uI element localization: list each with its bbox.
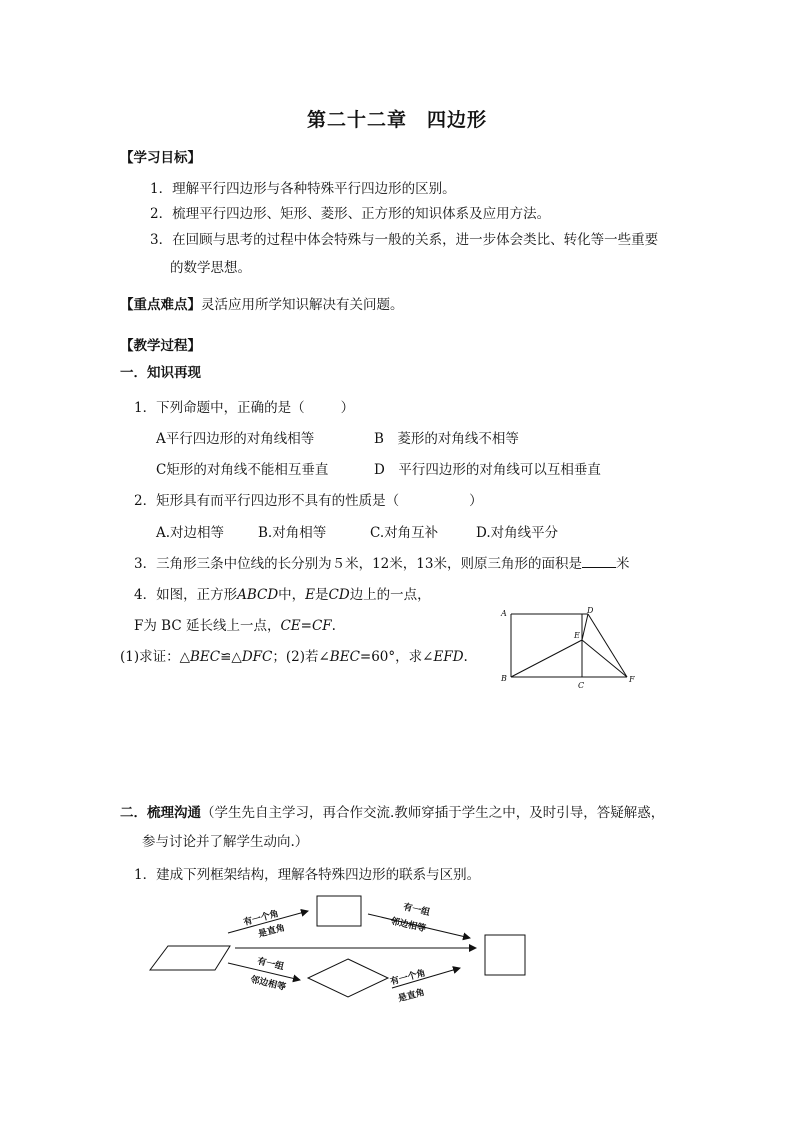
q4-text: F为 BC 延长线上一点， (134, 618, 281, 634)
segment-ef (582, 640, 627, 677)
q1-stem (134, 396, 354, 416)
q2-option-c: C.对角互补 (370, 525, 439, 541)
q2-option-b: B.对角相等 (258, 525, 327, 541)
q2-option-d: D.对角线平分 (476, 525, 559, 541)
label-b: B (501, 674, 507, 683)
arrow1-label-top: 有一个角 (242, 909, 280, 929)
q4-text: ；(2)若∠ (272, 649, 330, 665)
segment-be (511, 640, 582, 677)
q4-text: 是 (315, 587, 329, 603)
q1-option-b: B 菱形的对角线不相等 (374, 431, 519, 447)
q3-unit: 米 (615, 556, 630, 572)
quadrilateral-framework-diagram (140, 888, 540, 1013)
q4-efd: EFD (433, 649, 464, 665)
q4-cd: CD (328, 587, 350, 603)
q3-answer-blank[interactable] (582, 555, 616, 568)
q1-stem-text: 1．下列命题中，正确的是（ (134, 400, 305, 416)
q2-option-a: A.对边相等 (156, 525, 225, 541)
q2-stem-text: 2．矩形具有而平行四边形不具有的性质是（ (134, 493, 400, 509)
arrow3-label-bottom: 邻边相等 (249, 975, 287, 993)
q1-stem-end: ） (340, 400, 355, 416)
goal-item-1: 1．理解平行四边形与各种特殊平行四边形的区别。 (150, 181, 456, 197)
q4-text: . (331, 618, 336, 634)
parallelogram-shape (150, 946, 230, 970)
goal-item-3: 3．在回顾与思考的过程中体会特殊与一般的关系，进一步体会类比、转化等一些重要 (150, 232, 659, 248)
square-shape (485, 935, 525, 975)
goal-item-3-cont: 的数学思想。 (170, 260, 251, 276)
goals-heading: 【学习目标】 (120, 150, 201, 166)
key-points (120, 293, 404, 313)
label-f: F (629, 675, 635, 684)
q4-line3 (120, 645, 468, 665)
arrow1-label-bottom: 是直角 (257, 923, 287, 940)
label-e: E (574, 631, 580, 640)
q4-text: ≌△ (220, 649, 242, 665)
q4-line2 (134, 614, 336, 634)
segment-df (588, 614, 627, 677)
section2-heading: 二．梳理沟通 (120, 805, 201, 821)
section2-text2: 参与讨论并了解学生动向.） (142, 834, 309, 850)
q3 (134, 552, 629, 572)
label-a: A (501, 609, 507, 618)
q4-bec: BEC (190, 649, 221, 665)
q4-cecf: CE=CF (280, 618, 332, 634)
arrow3-label-top: 有一组 (256, 956, 285, 973)
arrow2-label-bottom: 邻边相等 (389, 916, 427, 935)
section1-heading: 一．知识再现 (120, 365, 201, 381)
arrow4-label-top: 有一个角 (389, 968, 427, 988)
q1-option-c: C矩形的对角线不能相互垂直 (156, 462, 329, 478)
q2-stem-end: ） (469, 493, 483, 509)
q4-text: . (463, 649, 468, 665)
label-c: C (578, 681, 585, 690)
arrow4-label-bottom: 是直角 (397, 987, 426, 1005)
key-points-heading: 【重点难点】 (120, 297, 201, 313)
q4-line1 (134, 583, 431, 603)
q4-text: 中， (278, 587, 306, 603)
section2-item1: 1．建成下列框架结构，理解各特殊四边形的联系与区别。 (134, 867, 481, 883)
rhombus-shape (308, 959, 388, 997)
key-points-text: 灵活应用所学知识解决有关问题。 (201, 297, 404, 313)
section2-text1: （学生先自主学习，再合作交流.教师穿插于学生之中，及时引导，答疑解惑， (201, 805, 665, 821)
q1-option-a: A平行四边形的对角线相等 (156, 431, 315, 447)
q2-stem (134, 489, 483, 509)
q4-dfc: DFC (241, 649, 273, 665)
arrow2-label-top: 有一组 (402, 902, 431, 919)
q4-text: =60°，求∠ (359, 649, 434, 665)
q4-text: 4．如图，正方形 (134, 587, 238, 603)
q1-option-d: D 平行四边形的对角线可以互相垂直 (374, 462, 601, 478)
q4-abcd: ABCD (237, 587, 279, 603)
label-d: D (587, 606, 594, 615)
q4-e: E (305, 587, 316, 603)
process-heading: 【教学过程】 (120, 338, 201, 354)
q4-text: (1)求证：△ (120, 649, 191, 665)
q3-stem: 3．三角形三条中位线的长分别为５米，12米，13米，则原三角形的面积是 (134, 556, 582, 572)
segment-ed (582, 614, 588, 640)
goal-item-2: 2．梳理平行四边形、矩形、菱形、正方形的知识体系及应用方法。 (150, 206, 551, 222)
square-figure (496, 602, 641, 692)
q4-bec2: BEC (329, 649, 360, 665)
rectangle-shape (317, 896, 361, 926)
section2-line1 (120, 801, 664, 821)
q4-text: 边上的一点， (349, 587, 431, 603)
page-title: 第二十二章 四边形 (306, 109, 487, 131)
